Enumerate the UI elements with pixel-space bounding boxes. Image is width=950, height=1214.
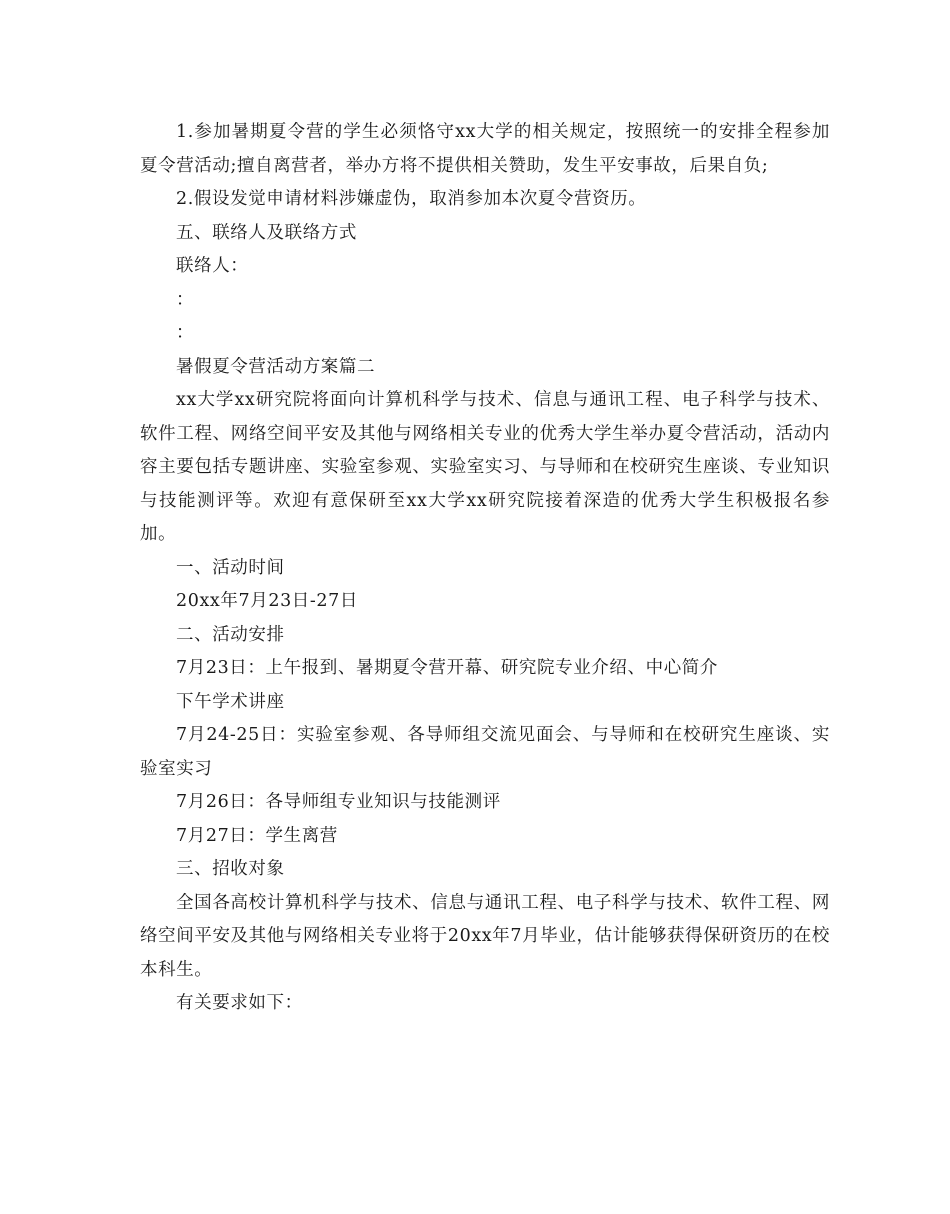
section-heading-schedule: 二、活动安排	[176, 624, 285, 645]
schedule-day-27: 7月27日：学生离营	[176, 825, 338, 846]
contact-person-label: 联络人：	[176, 256, 249, 276]
contact-line-2: ：	[176, 323, 195, 343]
schedule-day-26: 7月26日：各导师组专业知识与技能测评	[176, 792, 501, 812]
requirements-intro: 有关要求如下：	[176, 993, 303, 1013]
activity-date-range: 20xx年7月23日-27日	[176, 591, 358, 611]
section-heading-time: 一、活动时间	[176, 557, 285, 578]
intro-paragraph: xx大学xx研究院将面向计算机科学与技术、信息与通讯工程、电子科学与技术、软件工程、网络空间平安及其他与网络相关专业的优秀大学生举办夏令营活动，活动内容主要包括专题讲座、实验室参观、实验室实习、与导师和在校研究生座谈、专业知识与技能测评等。欢迎有意保研至xx大学xx研究院接着深造的优秀大学生积极报名参加。	[140, 390, 830, 544]
plan-two-title: 暑假夏令营活动方案篇二	[176, 356, 376, 377]
schedule-day-23-afternoon: 下午学术讲座	[176, 691, 285, 712]
paragraph-rule-1: 1.参加暑期夏令营的学生必须恪守xx大学的相关规定，按照统一的安排全程参加夏令营活动;擅自离营者，举办方将不提供相关赞助，发生平安事故，后果自负;	[140, 122, 830, 176]
section-heading-target: 三、招收对象	[176, 859, 285, 879]
section-heading-contact: 五、联络人及联络方式	[176, 222, 357, 243]
contact-line-1: ：	[176, 289, 195, 310]
schedule-day-23: 7月23日：上午报到、暑期夏令营开幕、研究院专业介绍、中心简介	[176, 658, 718, 678]
paragraph-rule-2: 2.假设发觉申请材料涉嫌虚伪，取消参加本次夏令营资历。	[176, 189, 647, 209]
document-body	[140, 116, 830, 1021]
schedule-day-24-25: 7月24-25日：实验室参观、各导师组交流见面会、与导师和在校研究生座谈、实验室实习	[140, 725, 830, 779]
target-description: 全国各高校计算机科学与技术、信息与通讯工程、电子科学与技术、软件工程、网络空间平安及其他与网络相关专业将于20xx年7月毕业，估计能够获得保研资历的在校本科生。	[140, 892, 830, 980]
